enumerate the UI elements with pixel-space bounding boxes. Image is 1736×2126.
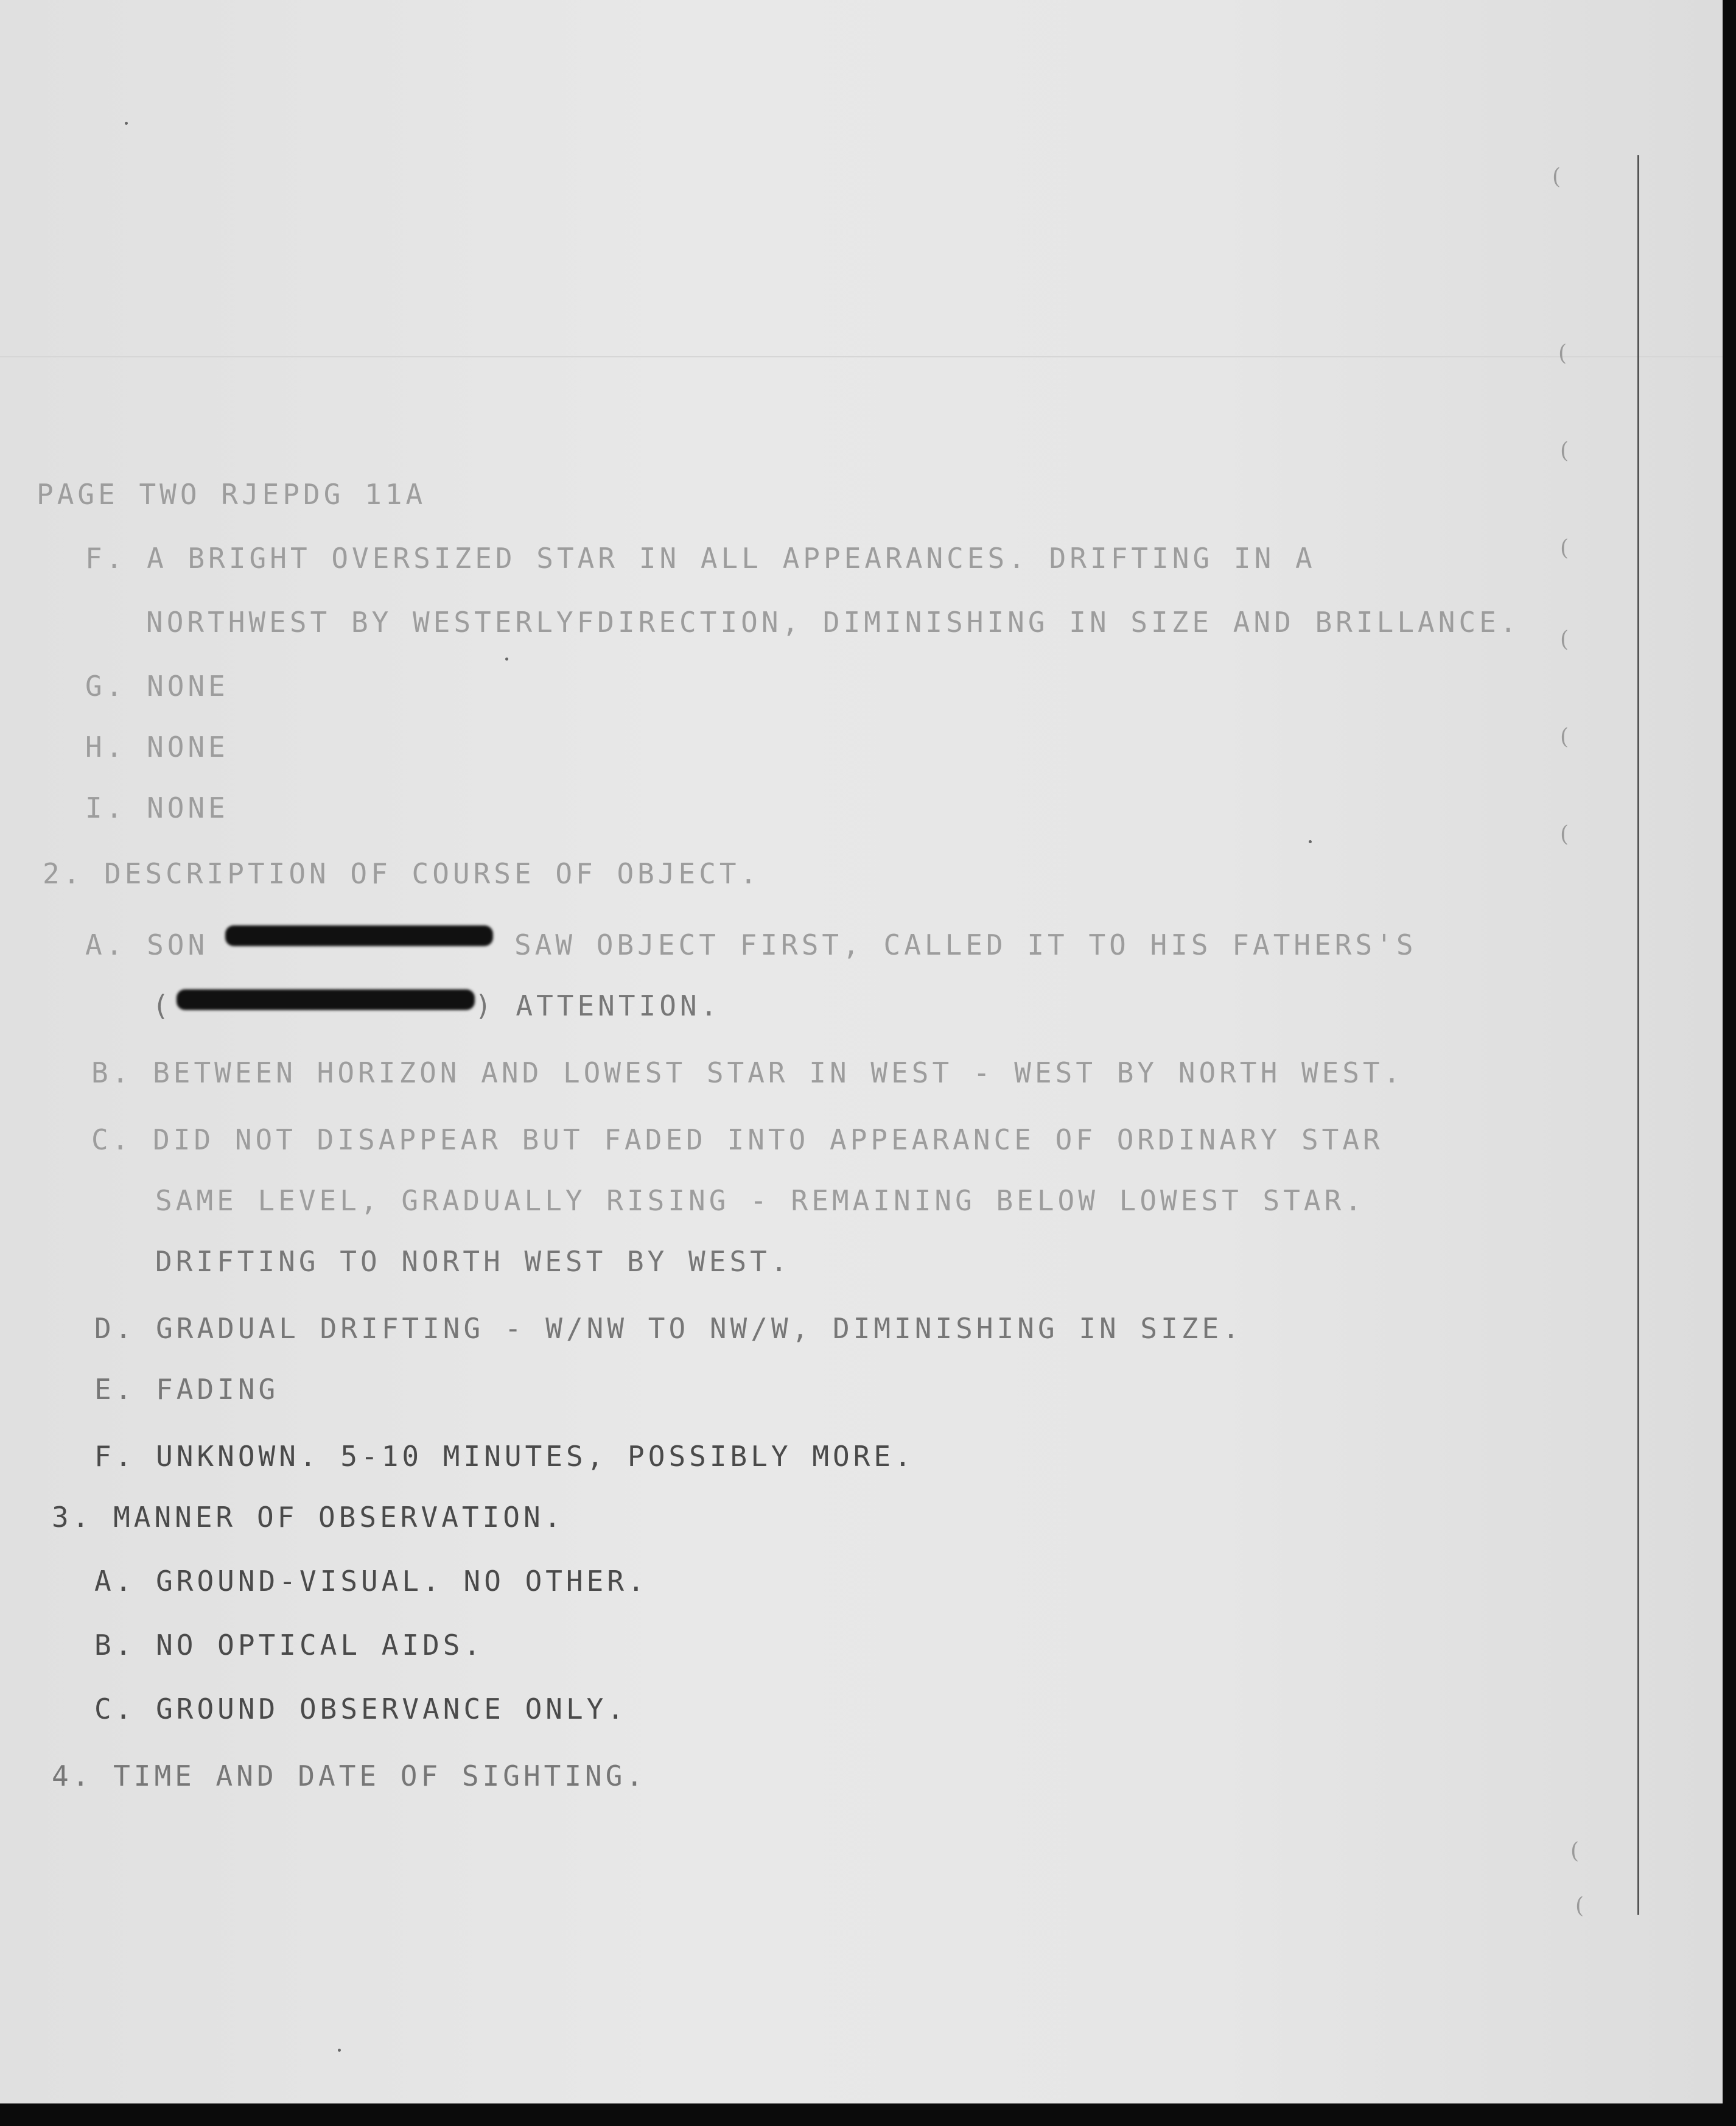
item-2a-line-2-start: (: [152, 989, 173, 1022]
item-g: G. NONE: [85, 670, 229, 703]
section-2-heading: 2. DESCRIPTION OF COURSE OF OBJECT.: [43, 857, 761, 890]
item-2b: B. BETWEEN HORIZON AND LOWEST STAR IN WEST - WEST BY NORTH WEST.: [91, 1056, 1404, 1089]
redaction-bar: [225, 925, 493, 946]
item-2c-line-3: DRIFTING TO NORTH WEST BY WEST.: [155, 1245, 791, 1278]
item-2e: E. FADING: [94, 1373, 279, 1406]
binder-hole-mark: (: [1560, 822, 1569, 847]
item-h: H. NONE: [85, 731, 229, 763]
item-i: I. NONE: [85, 791, 229, 824]
item-2f: F. UNKNOWN. 5-10 MINUTES, POSSIBLY MORE.: [94, 1440, 915, 1473]
binder-hole-mark: (: [1560, 438, 1569, 463]
binder-hole-mark: (: [1560, 627, 1569, 652]
speck: [338, 2049, 341, 2052]
binder-hole-mark: (: [1575, 1893, 1584, 1918]
binder-hole-mark: (: [1552, 164, 1561, 189]
item-3c: C. GROUND OBSERVANCE ONLY.: [94, 1693, 628, 1725]
item-2a-line-1-end: SAW OBJECT FIRST, CALLED IT TO HIS FATHERS'S: [514, 928, 1417, 961]
binder-hole-mark: (: [1570, 1839, 1580, 1864]
item-2c-line-2: SAME LEVEL, GRADUALLY RISING - REMAINING BELOW LOWEST STAR.: [155, 1184, 1365, 1217]
item-3b: B. NO OPTICAL AIDS.: [94, 1629, 485, 1661]
binder-hole-mark: (: [1558, 341, 1567, 366]
binder-hole-mark: (: [1560, 724, 1569, 749]
scan-border-right: [1723, 0, 1736, 2126]
scan-border-bottom: [0, 2103, 1736, 2126]
item-f-line-1: F. A BRIGHT OVERSIZED STAR IN ALL APPEARANCES. DRIFTING IN A: [85, 542, 1316, 575]
item-2c-line-1: C. DID NOT DISAPPEAR BUT FADED INTO APPEARANCE OF ORDINARY STAR: [91, 1123, 1384, 1156]
item-f-line-2: NORTHWEST BY WESTERLYFDIRECTION, DIMINISHING IN SIZE AND BRILLANCE.: [146, 606, 1521, 639]
item-2a-line-1-start: A. SON: [85, 928, 209, 961]
redaction-bar: [177, 989, 475, 1010]
item-2a-line-2-end: ) ATTENTION.: [475, 989, 721, 1022]
page-header: PAGE TWO RJEPDG 11A: [37, 478, 427, 511]
margin-rule: [1637, 155, 1639, 1915]
item-3a: A. GROUND-VISUAL. NO OTHER.: [94, 1565, 648, 1598]
item-2d: D. GRADUAL DRIFTING - W/NW TO NW/W, DIMINISHING IN SIZE.: [94, 1312, 1243, 1345]
section-3-heading: 3. MANNER OF OBSERVATION.: [52, 1501, 565, 1534]
section-4-heading: 4. TIME AND DATE OF SIGHTING.: [52, 1759, 647, 1792]
binder-hole-mark: (: [1560, 536, 1569, 561]
